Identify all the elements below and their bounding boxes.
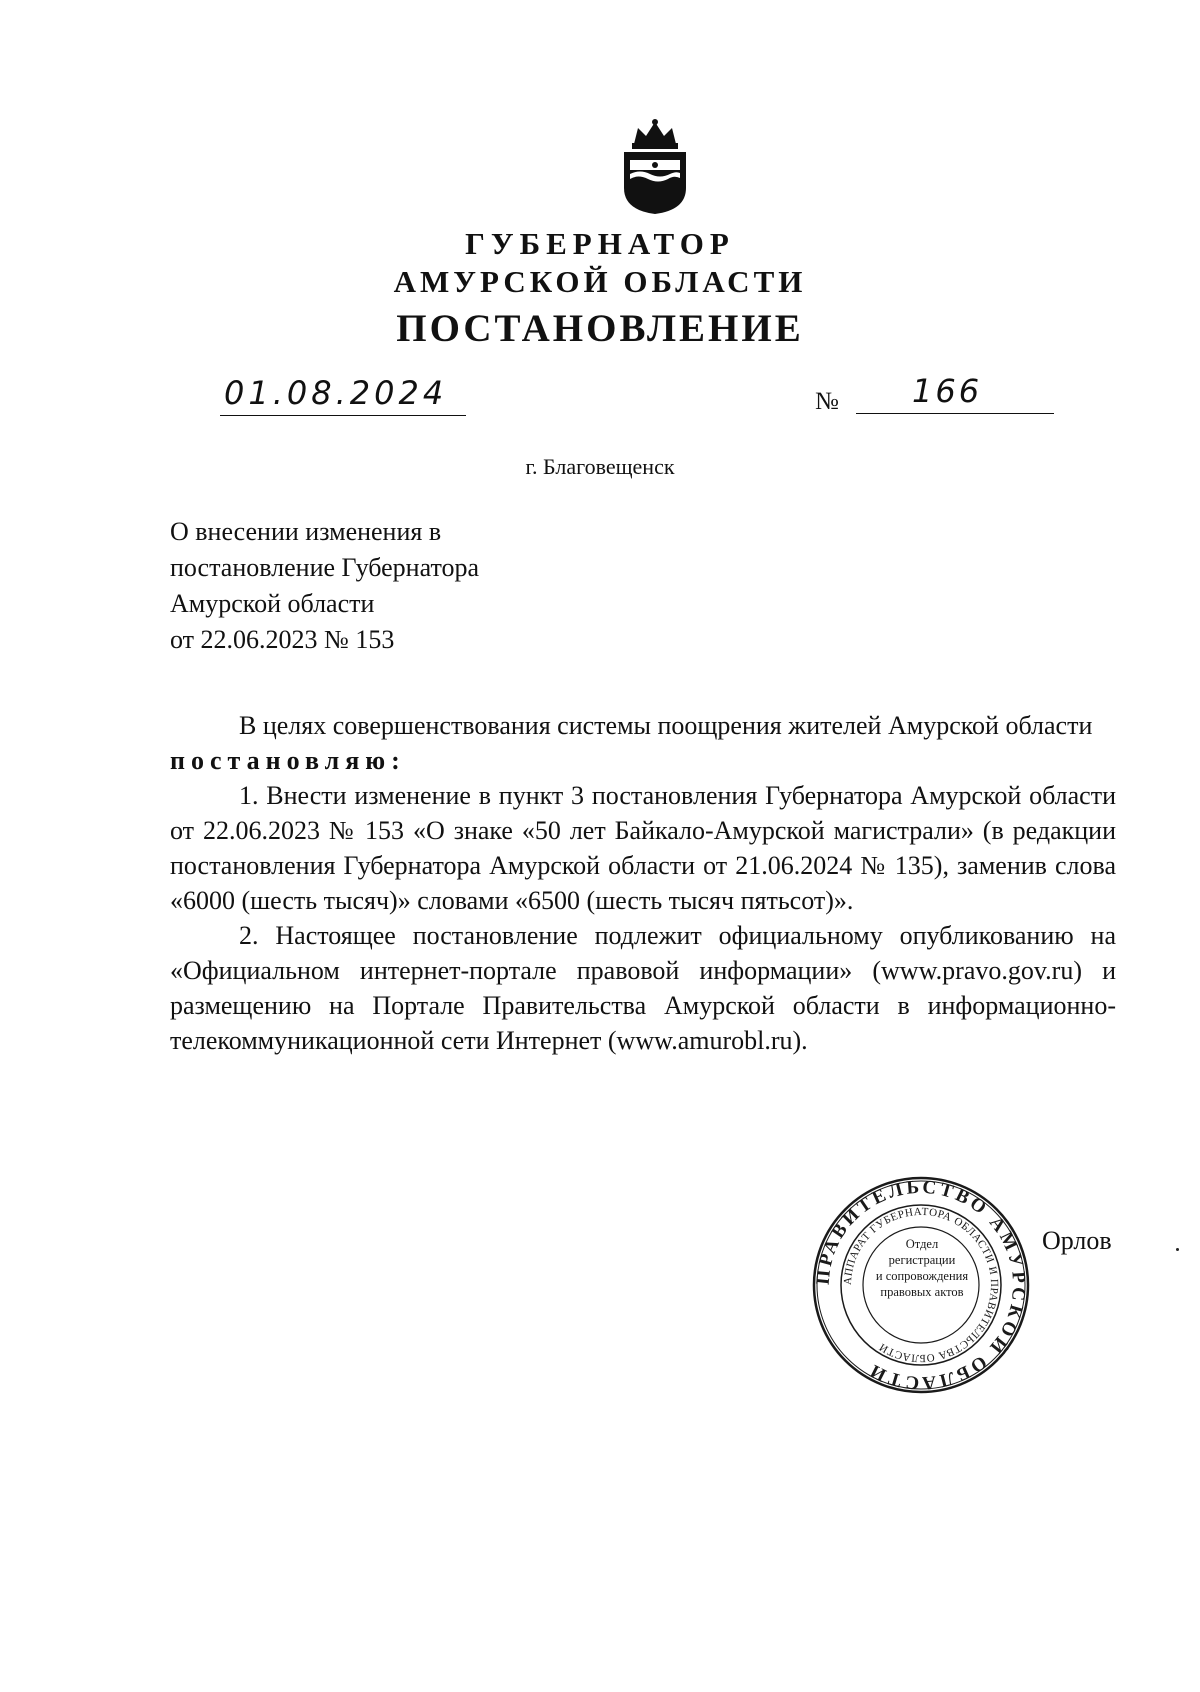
- subject-line: от 22.06.2023 № 153: [170, 625, 395, 654]
- number-underline: [856, 413, 1054, 414]
- document-body: [170, 708, 1116, 1058]
- item-1-paragraph: 1. Внести изменение в пункт 3 постановления Губернатора Амурской области от 22.06.2023 № 153 «О знаке «50 лет Байкало-Амурской магистрали» (в редакции постановления Губернатора Амурской области от 21.06.2024 № 135), заменив слова «6000 (шесть тысяч)» словами «6500 (шесть тысяч пятьсот)».: [170, 781, 1116, 915]
- subject-line: О внесении изменения в: [170, 517, 442, 546]
- seal-center-text: [860, 1236, 984, 1300]
- org-title-line1: ГУБЕРНАТОР: [465, 226, 735, 261]
- org-title-line2: АМУРСКОЙ ОБЛАСТИ: [393, 264, 807, 299]
- seal-center-line: Отдел: [905, 1237, 939, 1251]
- document-number: 166: [912, 372, 983, 410]
- coat-of-arms-icon: [614, 118, 696, 216]
- city-line: г. Благовещенск: [525, 454, 675, 479]
- seal-outer-text: ПРАВИТЕЛЬСТВО АМУРСКОЙ ОБЛАСТИ: [812, 1176, 1030, 1394]
- subject-line: постановление Губернатора: [170, 553, 480, 582]
- seal-middle-text: АППАРАТ ГУБЕРНАТОРА ОБЛАСТИ И ПРАВИТЕЛЬСТВА ОБЛАСТИ: [841, 1205, 1001, 1365]
- decree-word: постановляю:: [170, 746, 406, 775]
- preamble-paragraph: В целях совершенствования системы поощрения жителей Амурской области: [239, 711, 1093, 740]
- signer-name: Орлов: [1042, 1226, 1112, 1255]
- document-date: 01.08.2024: [224, 374, 448, 412]
- seal-center-line: регистрации: [888, 1253, 956, 1267]
- seal-center-line: и сопровождения: [875, 1269, 969, 1283]
- seal-center-line: правовых актов: [880, 1285, 964, 1299]
- item-2-paragraph: 2. Настоящее постановление подлежит официальному опубликованию на «Официальном интернет-портале правовой информации» (www.pravo.gov.ru) и размещению на Портале Правительства Амурской области в информационно-телекоммуникационной сети Интернет (www.amurobl.ru).: [170, 921, 1116, 1055]
- number-sign: №: [815, 388, 839, 415]
- scan-speck: [1176, 1248, 1179, 1251]
- date-underline: [220, 415, 466, 416]
- document-subject: [170, 514, 670, 658]
- document-type-title: ПОСТАНОВЛЕНИЕ: [396, 307, 804, 350]
- subject-line: Амурской области: [170, 589, 375, 618]
